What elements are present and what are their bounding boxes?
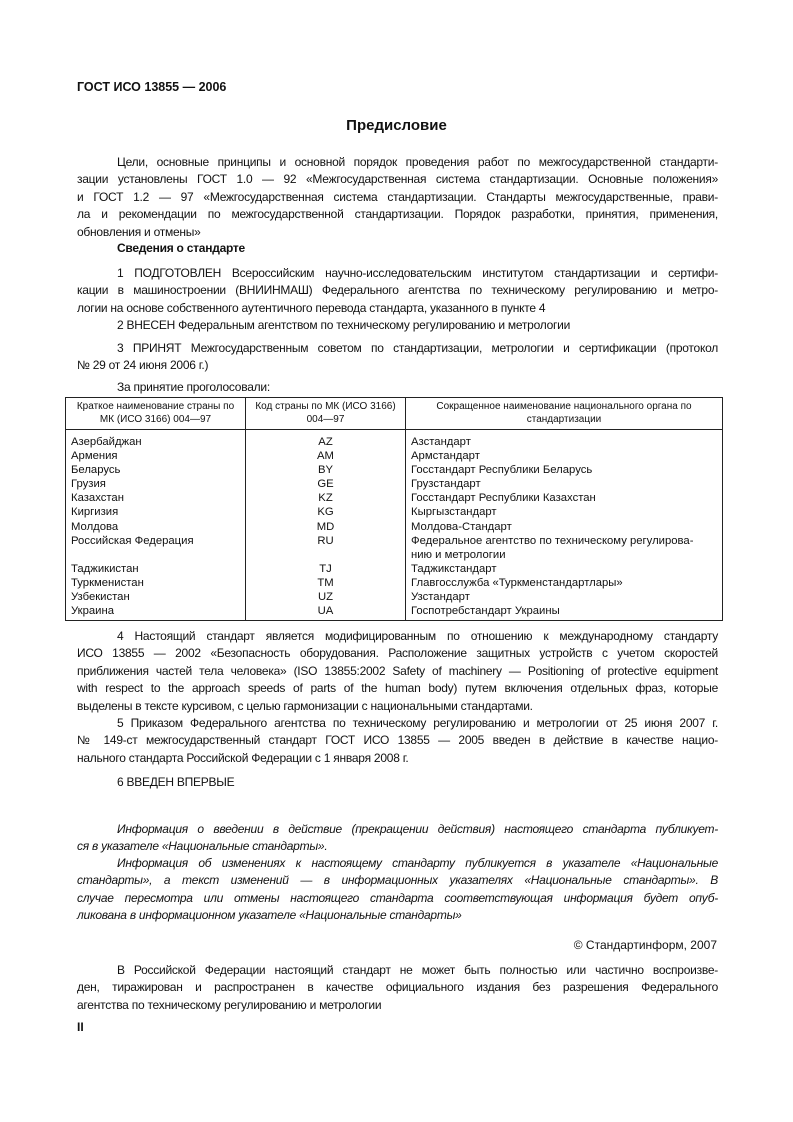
- page-title: Предисловие: [346, 117, 447, 134]
- table-header-code: Код страны по МК (ИСО 3166) 004—97: [246, 398, 406, 430]
- text-line: № 149-ст межгосударственный стандарт ГОСТ ИСО 13855 — 2005 введен в действие в качестве нацио-: [77, 733, 718, 748]
- country-code-cell: TM: [246, 576, 406, 590]
- country-code-cell: KZ: [246, 491, 406, 505]
- table-row: [66, 604, 723, 621]
- intro-paragraph: [77, 154, 718, 241]
- item-4-paragraph: [77, 628, 718, 715]
- text-line: ликована в информационном указателе «Национальные стандарты»: [77, 908, 462, 923]
- text-line: 5 Приказом Федерального агентства по техническому регулированию и метрологии от 25 июня 2007 г.: [117, 716, 718, 730]
- country-cell: Грузия: [66, 477, 246, 491]
- country-code-cell: TJ: [246, 562, 406, 576]
- table-row: [66, 430, 723, 450]
- text-line: 1 ПОДГОТОВЛЕН Всероссийским научно-исследовательским институтом стандартизации и сертифи-: [117, 266, 718, 280]
- text-line: логии на основе собственного аутентичного перевода стандарта, указанного в пункте 4: [77, 300, 546, 315]
- text-line: нального стандарта Российской Федерации с 1 января 2008 г.: [77, 750, 409, 765]
- text-line: 4 Настоящий стандарт является модифицированным по отношению к международному стандарту: [117, 629, 718, 643]
- text-line: кации в машиностроении (ВНИИНМАШ) Федерального агентства по техническому регулированию и метро-: [77, 283, 718, 298]
- table-header-organ: Сокращенное наименование национального органа по стандартизации: [406, 398, 723, 430]
- info-changes-paragraph: [77, 855, 718, 925]
- document-header: ГОСТ ИСО 13855 — 2006: [77, 80, 227, 94]
- country-code-cell: UZ: [246, 590, 406, 604]
- country-code-cell: UA: [246, 604, 406, 621]
- country-cell: Армения: [66, 449, 246, 463]
- text-line: № 29 от 24 июня 2006 г.): [77, 358, 209, 373]
- country-cell: Казахстан: [66, 491, 246, 505]
- standards-body-cell: Армстандарт: [406, 449, 723, 463]
- text-line: выделены в тексте курсивом, с целью гармонизации с национальными стандартами.: [77, 698, 533, 713]
- table-row: [66, 520, 723, 534]
- page-number: II: [77, 1020, 84, 1034]
- text-line: 2 ВНЕСЕН Федеральным агентством по техническому регулированию и метрологии: [117, 318, 571, 332]
- standards-body-cell: Грузстандарт: [406, 477, 723, 491]
- table-row: [66, 562, 723, 576]
- item-1-paragraph: [77, 265, 718, 317]
- text-line: ден, тиражирован и распространен в качестве официального издания без разрешения Федерального: [77, 980, 718, 995]
- item-2-paragraph: [77, 317, 718, 334]
- reproduction-notice: [77, 962, 718, 1014]
- country-code-cell: KG: [246, 505, 406, 519]
- country-cell: Туркменистан: [66, 576, 246, 590]
- country-code-cell: AM: [246, 449, 406, 463]
- text-line: 6 ВВЕДЕН ВПЕРВЫЕ: [117, 775, 235, 789]
- text-line: случае пересмотра или отмены настоящего стандарта соответствующая информация будет опуб-: [77, 890, 718, 905]
- country-cell: Киргизия: [66, 505, 246, 519]
- country-cell: Украина: [66, 604, 246, 621]
- table-row: [66, 590, 723, 604]
- country-cell: Азербайджан: [66, 430, 246, 450]
- country-code-cell: RU: [246, 534, 406, 562]
- text-line: Цели, основные принципы и основной порядок проведения работ по межгосударственной стандарти-: [117, 155, 718, 169]
- text-line: Информация о введении в действие (прекращении действия) настоящего стандарта публикует-: [117, 822, 718, 836]
- text-line: обновления и отмены»: [77, 224, 201, 239]
- country-code-cell: AZ: [246, 430, 406, 450]
- standards-body-cell: Азстандарт: [406, 430, 723, 450]
- standards-body-cell: Федеральное агентство по техническому регулирова- нию и метрологии: [406, 534, 723, 562]
- country-cell: Узбекистан: [66, 590, 246, 604]
- table-row: [66, 477, 723, 491]
- standards-body-cell: Госстандарт Республики Беларусь: [406, 463, 723, 477]
- country-code-cell: MD: [246, 520, 406, 534]
- item-6-paragraph: [77, 774, 718, 791]
- text-line: ся в указателе «Национальные стандарты».: [77, 839, 328, 854]
- standards-body-cell: Госстандарт Республики Казахстан: [406, 491, 723, 505]
- item-3-paragraph: [77, 340, 718, 375]
- text-line: стандарты», а текст изменений — в информационных указателях «Национальные стандарты». В: [77, 873, 718, 888]
- table-row: [66, 491, 723, 505]
- table-row: [66, 505, 723, 519]
- standards-body-cell: Главгосслужба «Туркменстандартлары»: [406, 576, 723, 590]
- voting-countries-table: [65, 397, 723, 621]
- country-code-cell: GE: [246, 477, 406, 491]
- table-caption: За принятие проголосовали:: [117, 380, 270, 394]
- text-line: with respect to the approach speeds of parts of the human body) путем включения отдельных фраз, которые: [77, 681, 718, 696]
- info-introduction-paragraph: [77, 821, 718, 856]
- item-5-paragraph: [77, 715, 718, 767]
- text-line: приближения частей тела человека» (ISO 13855:2002 Safety of machinery — Positioning of protective equipment: [77, 663, 718, 678]
- text-line: агентства по техническому регулированию и метрологии: [77, 997, 382, 1012]
- table-header-country: Краткое наименование страны по МК (ИСО 3166) 004—97: [66, 398, 246, 430]
- standards-body-cell: Таджикстандарт: [406, 562, 723, 576]
- copyright: © Стандартинформ, 2007: [573, 938, 717, 952]
- text-line: 3 ПРИНЯТ Межгосударственным советом по стандартизации, метрологии и сертификации (протокол: [117, 341, 718, 355]
- standards-body-cell: Узстандарт: [406, 590, 723, 604]
- text-line: зации установлены ГОСТ 1.0 — 92 «Межгосударственная система стандартизации. Основные положения»: [77, 172, 718, 187]
- country-cell: Беларусь: [66, 463, 246, 477]
- text-line: В Российской Федерации настоящий стандарт не может быть полностью или частично воспроизве-: [117, 963, 718, 977]
- text-line: и ГОСТ 1.2 — 97 «Межгосударственная система стандартизации. Стандарты межгосударственные, прави-: [77, 189, 718, 204]
- standards-body-cell: Госпотребстандарт Украины: [406, 604, 723, 621]
- table-row: [66, 576, 723, 590]
- table-row: [66, 449, 723, 463]
- country-cell: Российская Федерация: [66, 534, 246, 562]
- text-line: ла и рекомендации по межгосударственной стандартизации. Порядок разработки, принятия, применения,: [77, 207, 718, 222]
- standards-body-cell: Молдова-Стандарт: [406, 520, 723, 534]
- text-line: ИСО 13855 — 2002 «Безопасность оборудования. Расположение защитных устройств с учетом скоростей: [77, 646, 718, 661]
- text-line: Информация об изменениях к настоящему стандарту публикуется в указателе «Национальные: [117, 856, 718, 870]
- country-cell: Таджикистан: [66, 562, 246, 576]
- table-row: [66, 534, 723, 562]
- standards-body-cell: Кыргызстандарт: [406, 505, 723, 519]
- country-cell: Молдова: [66, 520, 246, 534]
- table-row: [66, 463, 723, 477]
- country-code-cell: BY: [246, 463, 406, 477]
- section-heading: Сведения о стандарте: [117, 241, 245, 255]
